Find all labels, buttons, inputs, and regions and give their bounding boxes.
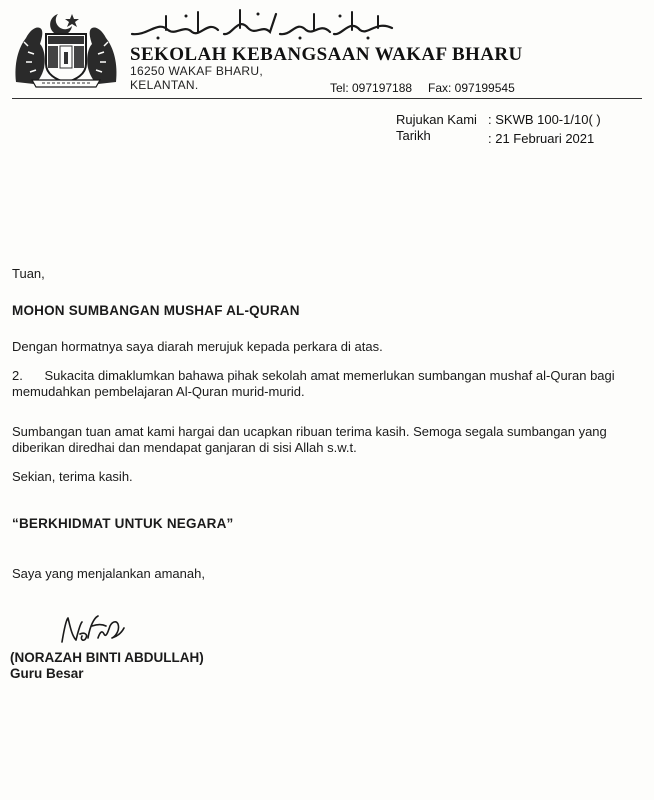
telephone-number: Tel: 097197188 <box>330 81 413 95</box>
address-state: KELANTAN. <box>130 78 199 92</box>
address-line: 16250 WAKAF BHARU, <box>130 64 263 78</box>
school-name: SEKOLAH KEBANGSAAN WAKAF BHARU <box>130 44 523 65</box>
signatory-position: Guru Besar <box>10 666 84 681</box>
trust-line: Saya yang menjalankan amanah, <box>12 566 205 581</box>
closing-line: Sekian, terima kasih. <box>12 469 133 484</box>
signatory-name: (NORAZAH BINTI ABDULLAH) <box>10 650 204 665</box>
paragraph-request: 2. Sukacita dimaklumkan bahawa pihak sekolah amat memerlukan sumbangan mushaf al-Quran bagi memudahkan pembelajaran Al-Quran murid-murid. <box>12 368 615 399</box>
date-label: Tarikh <box>396 128 431 143</box>
reference-label: Rujukan Kami <box>396 112 477 127</box>
letter-date: : 21 Februari 2021 <box>488 131 595 146</box>
paragraph-intro: Dengan hormatnya saya diarah merujuk kepada perkara di atas. <box>12 339 383 354</box>
reference-number: : SKWB 100-1/10( ) <box>488 112 601 127</box>
fax-number: Fax: 097199545 <box>428 81 515 95</box>
letterhead-divider <box>12 98 642 99</box>
coat-of-arms-icon <box>10 8 122 88</box>
paragraph-appreciation: Sumbangan tuan amat kami hargai dan ucapkan ribuan terima kasih. Semoga segala sumbangan yang diberikan diredhai dan mendapat ganjaran di sisi Allah s.w.t. <box>12 424 607 455</box>
handwritten-signature-icon <box>58 612 128 650</box>
jawi-school-name <box>128 6 398 42</box>
letter-subject: MOHON SUMBANGAN MUSHAF AL-QURAN <box>12 303 300 318</box>
motto: “BERKHIDMAT UNTUK NEGARA” <box>12 516 234 531</box>
salutation: Tuan, <box>12 266 45 281</box>
